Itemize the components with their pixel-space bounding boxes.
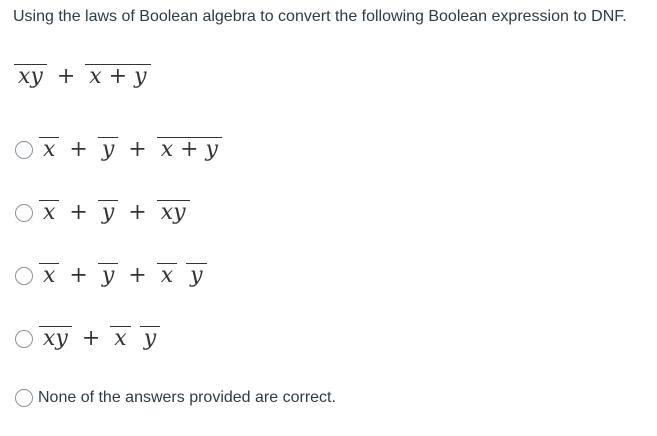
- answer-option-2[interactable]: [15, 200, 191, 225]
- plus-operator: +: [69, 200, 88, 225]
- option-3-term-3b: y: [186, 263, 206, 288]
- option-3-expression: [38, 263, 208, 288]
- option-3-term-1: x: [39, 263, 59, 288]
- radio-button[interactable]: [15, 267, 33, 285]
- radio-button[interactable]: [15, 204, 33, 222]
- plus-operator: +: [128, 263, 147, 288]
- option-1-term-2: y: [98, 137, 118, 162]
- radio-button[interactable]: [15, 330, 33, 348]
- option-1-term-3: x + y: [157, 137, 222, 162]
- answer-option-1[interactable]: [15, 137, 223, 162]
- plus-operator: +: [69, 137, 88, 162]
- answer-option-3[interactable]: [15, 263, 208, 288]
- radio-button[interactable]: [15, 141, 33, 159]
- plus-operator: +: [81, 326, 101, 351]
- plus-operator: +: [56, 64, 76, 89]
- radio-button[interactable]: [15, 389, 33, 407]
- option-4-term-2a: x: [110, 326, 130, 351]
- option-2-expression: [38, 200, 191, 225]
- expr-term-x-plus-y: x + y: [85, 64, 150, 89]
- option-1-term-1: x: [39, 137, 59, 162]
- option-4-term-1: xy: [39, 326, 72, 351]
- option-4-term-2b: y: [140, 326, 160, 351]
- option-3-term-3a: x: [157, 263, 177, 288]
- expr-term-xy: xy: [14, 64, 47, 89]
- plus-operator: +: [128, 200, 147, 225]
- option-3-term-2: y: [98, 263, 118, 288]
- option-2-term-1: x: [39, 200, 59, 225]
- plus-operator: +: [128, 137, 147, 162]
- option-1-expression: [38, 137, 223, 162]
- plus-operator: +: [69, 263, 88, 288]
- question-text: Using the laws of Boolean algebra to convert the following Boolean expression to DNF.: [13, 8, 627, 25]
- answer-option-5[interactable]: [15, 389, 336, 407]
- option-4-expression: [38, 326, 161, 351]
- answer-option-4[interactable]: [15, 326, 161, 351]
- option-2-term-3: xy: [157, 200, 190, 225]
- given-expression: [13, 64, 152, 89]
- option-2-term-2: y: [98, 200, 118, 225]
- option-5-label: None of the answers provided are correct.: [38, 389, 336, 406]
